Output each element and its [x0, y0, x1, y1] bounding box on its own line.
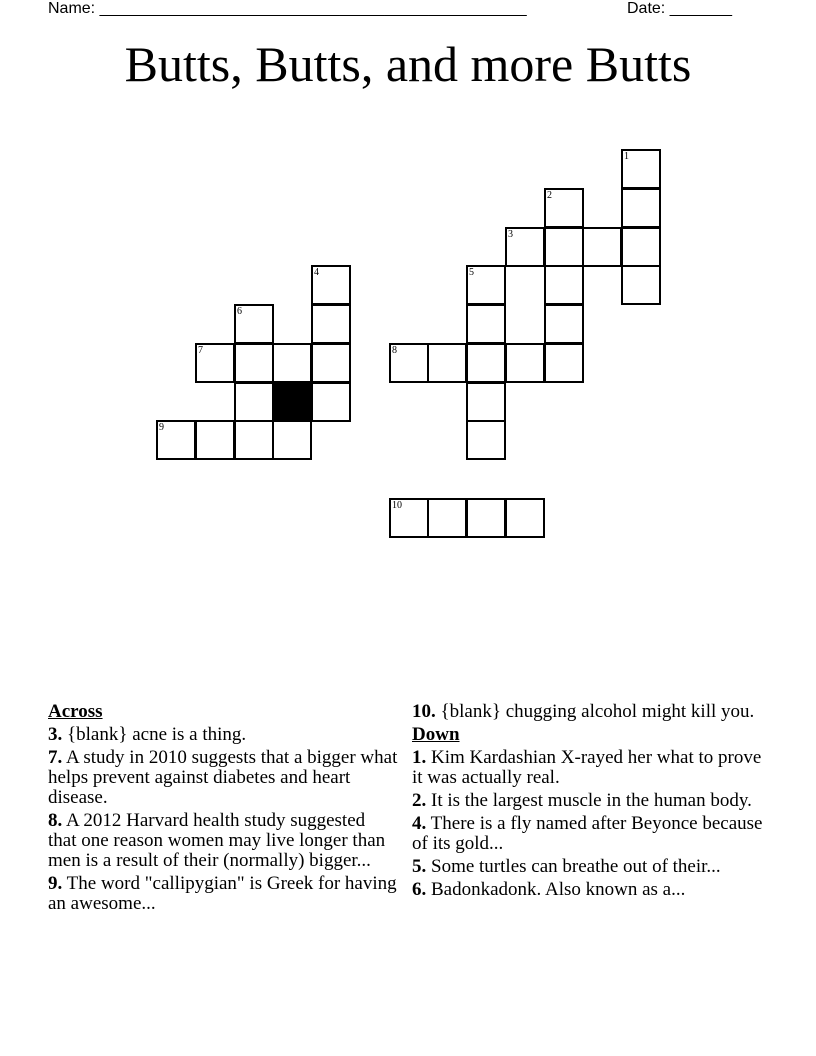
crossword-cell[interactable] — [234, 304, 274, 344]
clue-text: A 2012 Harvard health study suggested that one reason women may live longer than men is a result of their (normally) bigger... — [48, 810, 386, 871]
clue-down-4 — [412, 814, 767, 854]
crossword-cell[interactable] — [621, 188, 661, 228]
clue-number: 9. — [48, 873, 63, 894]
crossword-cell[interactable] — [505, 498, 545, 538]
clue-text: Some turtles can breathe out of their... — [431, 856, 721, 877]
clue-down-6 — [412, 880, 767, 900]
cell-number: 7 — [198, 345, 203, 356]
clue-text: It is the largest muscle in the human body. — [431, 790, 752, 811]
crossword-cell[interactable] — [427, 343, 467, 383]
crossword-cell[interactable] — [544, 227, 584, 267]
crossword-cell[interactable] — [621, 265, 661, 305]
crossword-cell[interactable] — [311, 343, 351, 383]
clue-across-9 — [48, 874, 398, 914]
crossword-cell[interactable] — [311, 304, 351, 344]
page-title: Butts, Butts, and more Butts — [124, 36, 692, 92]
clue-text: {blank} acne is a thing. — [67, 724, 247, 745]
clue-text: There is a fly named after Beyonce because of its gold... — [412, 813, 763, 854]
crossword-cell[interactable] — [621, 149, 661, 189]
crossword-cell[interactable] — [272, 343, 312, 383]
crossword-cell[interactable] — [466, 343, 506, 383]
clue-number: 2. — [412, 790, 427, 811]
crossword-cell[interactable] — [544, 265, 584, 305]
crossword-cell[interactable] — [466, 382, 506, 422]
crossword-cell[interactable] — [544, 343, 584, 383]
clue-number: 5. — [412, 856, 427, 877]
clue-across-7 — [48, 748, 398, 808]
clue-text: Badonkadonk. Also known as a... — [431, 879, 686, 900]
clue-number: 10. — [412, 701, 436, 722]
crossword-cell[interactable] — [272, 420, 312, 460]
crossword-cell[interactable] — [466, 420, 506, 460]
crossword-cell[interactable] — [621, 227, 661, 267]
clue-number: 7. — [48, 747, 63, 768]
name-field-line: Name: ________________________________________________ — [48, 0, 527, 17]
crossword-cell[interactable] — [582, 227, 622, 267]
clue-number: 1. — [412, 747, 427, 768]
clue-across-10 — [412, 702, 767, 722]
clue-text: {blank} chugging alcohol might kill you. — [440, 701, 755, 722]
crossword-cell[interactable] — [505, 227, 545, 267]
crossword-cell[interactable] — [311, 382, 351, 422]
clue-number: 3. — [48, 724, 63, 745]
crossword-cell[interactable] — [234, 343, 274, 383]
across-heading: Across — [48, 701, 103, 722]
clue-down-2 — [412, 791, 767, 811]
clue-number: 4. — [412, 813, 427, 834]
crossword-block — [272, 382, 312, 422]
crossword-cell[interactable] — [466, 265, 506, 305]
date-field-line: Date: _______ — [627, 0, 732, 17]
crossword-cell[interactable] — [156, 420, 196, 460]
clue-number: 8. — [48, 810, 63, 831]
cell-number: 5 — [469, 267, 474, 278]
crossword-cell[interactable] — [195, 343, 235, 383]
crossword-cell[interactable] — [234, 382, 274, 422]
crossword-cell[interactable] — [195, 420, 235, 460]
clues-column-right — [412, 702, 767, 903]
crossword-cell[interactable] — [389, 498, 429, 538]
cell-number: 8 — [392, 345, 397, 356]
crossword-cell[interactable] — [389, 343, 429, 383]
crossword-cell[interactable] — [544, 304, 584, 344]
clue-text: The word "callipygian" is Greek for having an awesome... — [48, 873, 397, 914]
clue-text: Kim Kardashian X-rayed her what to prove it was actually real. — [412, 747, 762, 788]
crossword-cell[interactable] — [544, 188, 584, 228]
crossword-cell[interactable] — [234, 420, 274, 460]
crossword-cell[interactable] — [427, 498, 467, 538]
cell-number: 1 — [624, 151, 629, 162]
cell-number: 9 — [159, 422, 164, 433]
cell-number: 10 — [392, 500, 402, 511]
clue-number: 6. — [412, 879, 427, 900]
cell-number: 4 — [314, 267, 319, 278]
clue-text: A study in 2010 suggests that a bigger what helps prevent against diabetes and heart disease. — [48, 747, 398, 808]
clue-down-1 — [412, 748, 767, 788]
clue-across-3 — [48, 725, 398, 745]
clue-across-8 — [48, 811, 398, 871]
crossword-cell[interactable] — [505, 343, 545, 383]
cell-number: 3 — [508, 229, 513, 240]
clues-column-left — [48, 702, 398, 917]
crossword-cell[interactable] — [466, 304, 506, 344]
cell-number: 2 — [547, 190, 552, 201]
crossword-cell[interactable] — [311, 265, 351, 305]
down-heading: Down — [412, 724, 460, 745]
cell-number: 6 — [237, 306, 242, 317]
clue-down-5 — [412, 857, 767, 877]
crossword-cell[interactable] — [466, 498, 506, 538]
